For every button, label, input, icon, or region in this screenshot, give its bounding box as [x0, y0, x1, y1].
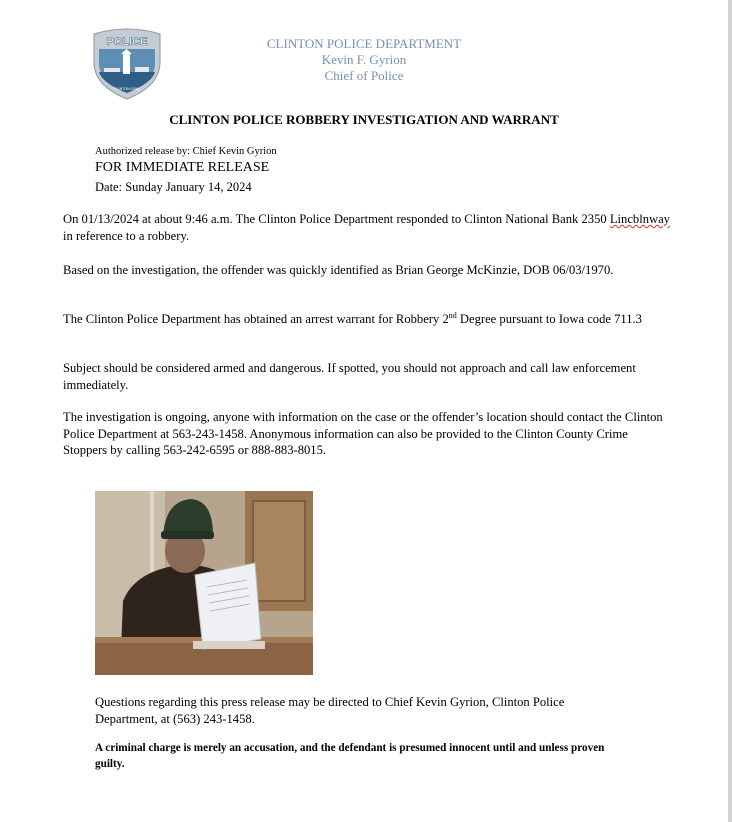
surveillance-photo: [95, 491, 313, 675]
chief-title: Chief of Police: [324, 68, 404, 83]
immediate-release-label: FOR IMMEDIATE RELEASE: [95, 160, 270, 175]
misspelled-word: Lincblnway: [609, 212, 670, 226]
paragraph-warrant: The Clinton Police Department has obtained an arrest warrant for Robbery 2nd Degree pursuant to Iowa code 711.3: [63, 310, 642, 326]
chief-name: Kevin F. Gyrion: [321, 52, 407, 67]
authorized-release: Authorized release by: Chief Kevin Gyrion: [95, 146, 277, 157]
police-badge-logo: [90, 28, 164, 100]
badge-text: POLICE: [106, 36, 148, 48]
release-date: Date: Sunday January 14, 2024: [95, 180, 252, 194]
paper-sheet: [195, 563, 261, 649]
letterhead: [230, 36, 498, 84]
lighthouse-icon: [123, 54, 130, 74]
legal-disclaimer: A criminal charge is merely an accusation, and the defendant is presumed innocent until and unless proven guilty.: [95, 742, 605, 770]
page-edge: [728, 0, 732, 822]
document-title: CLINTON POLICE ROBBERY INVESTIGATION AND WARRANT: [169, 112, 559, 127]
paragraph-incident: On 01/13/2024 at about 9:46 a.m. The Clinton Police Department responded to Clinton National Bank 2350 Lincblnway in reference to a robbery.: [63, 212, 670, 243]
questions-contact: Questions regarding this press release may be directed to Chief Kevin Gyrion, Clinton Police Department, at (563) 243-1458.: [95, 695, 565, 726]
paragraph-offender: Based on the investigation, the offender was quickly identified as Brian George McKinzie, DOB 06/03/1970.: [63, 263, 614, 277]
department-name: CLINTON POLICE DEPARTMENT: [266, 36, 462, 51]
paragraph-warning: Subject should be considered armed and dangerous. If spotted, you should not approach and call law enforcement immediately.: [63, 361, 636, 392]
paragraph-contact: The investigation is ongoing, anyone with information on the case or the offender’s location should contact the Clinton Police Department at 563-243-1458. Anonymous information can also be provided to the Clinton County Crime Stoppers by calling 563-242-6595 or 888-883-8015.: [63, 410, 663, 457]
badge-small-text: CLINTON IOWA: [114, 87, 140, 91]
